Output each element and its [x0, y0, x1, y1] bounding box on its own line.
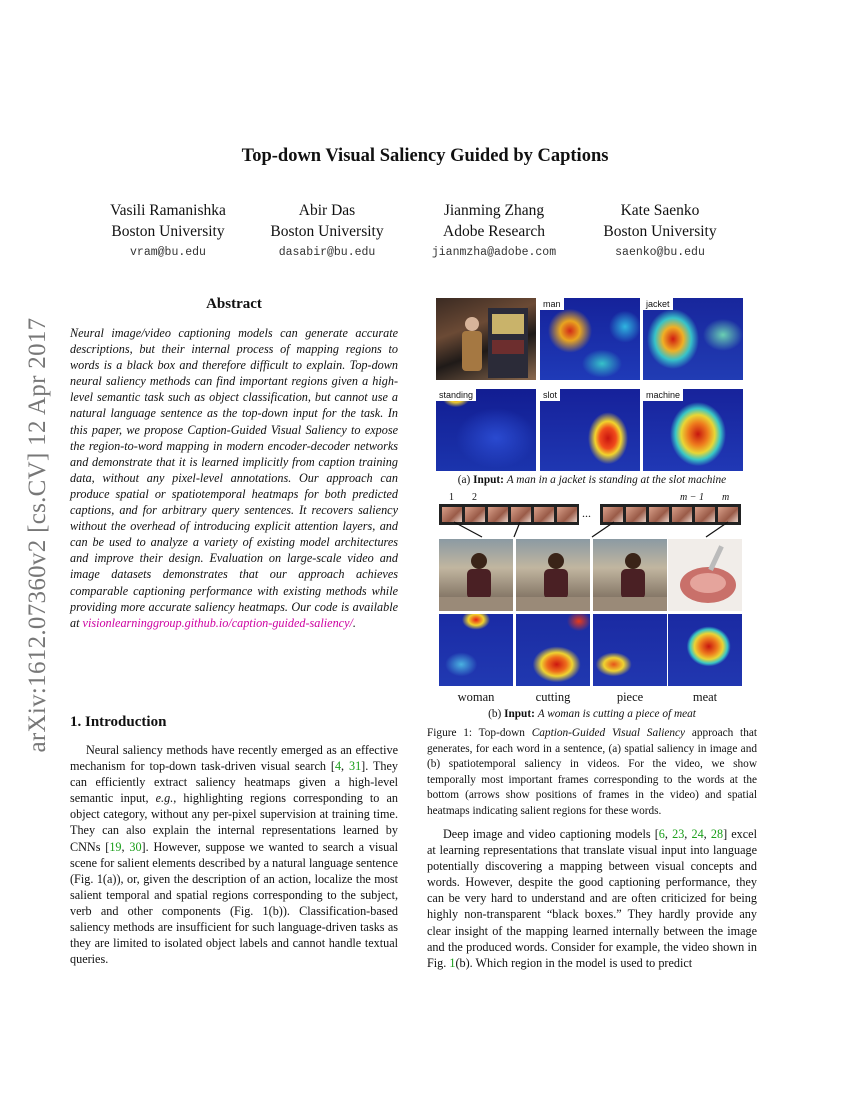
arrow-icon	[706, 522, 728, 537]
text-run: Caption-Guided Visual Saliency	[531, 727, 686, 739]
video-frame-meat	[668, 539, 742, 611]
frame-ellipsis: ...	[582, 506, 591, 520]
author-name: Abir Das	[298, 202, 356, 219]
heatmap-piece	[593, 614, 667, 686]
author-block-3	[399, 200, 589, 264]
heatmap-label: machine	[643, 389, 683, 401]
abstract-heading: Abstract	[206, 296, 262, 312]
arxiv-sidebar	[18, 290, 58, 780]
text-run: (a)	[457, 474, 471, 486]
arrow-icon	[514, 522, 520, 537]
heatmap-label: jacket	[643, 298, 673, 310]
heatmap-jacket	[643, 298, 743, 380]
author-name: Jianming Zhang	[443, 202, 545, 219]
code-link[interactable]: visionlearninggroup.github.io/caption-guided-saliency/	[82, 615, 353, 630]
text-run: ,	[703, 827, 711, 841]
citation-link[interactable]: 30	[129, 839, 142, 854]
figure-caption	[427, 726, 757, 819]
video-frame-cutting	[516, 539, 590, 611]
citation-link[interactable]: 31	[348, 759, 362, 774]
author-affiliation: Adobe Research	[443, 223, 545, 240]
text-run: Input:	[504, 708, 535, 720]
author-name: Kate Saenko	[620, 202, 700, 219]
citation-link[interactable]: 28	[710, 827, 724, 841]
text-run: ,	[121, 839, 130, 854]
heatmap-slot	[540, 389, 640, 471]
text-run: A woman is cutting a piece of meat	[537, 708, 696, 720]
heatmap-label: slot	[540, 389, 560, 401]
section-heading: 1. Introduction	[70, 714, 167, 730]
text-run: (b). Which region in the model is used to predict	[455, 955, 693, 970]
text-run: e.g.	[155, 791, 174, 806]
abstract-text: Neural image/video captioning models can generate accurate descriptions, but their internal process of mapping regions to words is a black box and therefore difficult to explain. Top-down neural saliency methods can find important regions given a high-level semantic task such as object classification, but cannot use a natural language sentence as the top-down input for the task. In this paper, we propose Caption-Guided Visual Saliency to expose the region-to-word mapping in modern encoder-decoder networks and demonstrate that it is learned implicitly from caption training data, without any pixel-level annotations. Our approach can produce spatial or spatiotemporal heatmaps for both predicted captions, and for arbitrary query sentences. It recovers saliency without the overhead of introducing explicit attention layers, and can be used to analyze a variety of existing model architectures and improve their design. Evaluation on large-scale video and image datasets demonstrates that our approach achieves comparable captioning performance with existing methods while providing more accurate saliency heatmaps. Our code is available at	[70, 326, 398, 630]
heatmap-man	[540, 298, 640, 380]
citation-link[interactable]: 4	[334, 759, 342, 774]
frame-arrows	[436, 520, 746, 540]
author-name: Vasili Ramanishka	[110, 202, 226, 219]
frame-index-m: m	[722, 492, 730, 503]
word-label: piece	[616, 690, 644, 704]
heatmap-machine	[643, 389, 743, 471]
citation-link[interactable]: 24	[691, 827, 704, 841]
author-email: saenko@bu.edu	[615, 246, 705, 259]
author-affiliation: Boston University	[603, 223, 717, 240]
text-run: , highlighting regions corresponding to an object category, without any per-pixel supervision at training time. They can also explain the internal representations learned by CNNs [	[70, 791, 399, 854]
text-run: approach that generates, for each word in a sentence, (a) spatial saliency in image and (b) spatiotemporal saliency in videos. For the video, we show temporally most important frames corresponding to the words at the bottom (arrows show positions of frames in the video) and spatial heatmaps indicating salient regions for these words.	[427, 727, 757, 817]
text-run: A man in a jacket is standing at the slot machine	[506, 474, 727, 486]
author-email: dasabir@bu.edu	[278, 246, 376, 259]
author-affiliation: Boston University	[111, 223, 225, 240]
text-run: (b)	[488, 708, 502, 720]
text-run: Input:	[473, 474, 504, 486]
heatmap-standing	[436, 389, 536, 471]
author-email: jianmzha@adobe.com	[431, 246, 557, 259]
author-email: vram@bu.edu	[130, 246, 206, 259]
heatmap-label: standing	[436, 389, 476, 401]
paper-title: Top-down Visual Saliency Guided by Captions	[241, 146, 609, 166]
text-run: ,	[341, 759, 349, 774]
citation-link[interactable]: 6	[658, 827, 665, 841]
text-run: ,	[664, 827, 673, 841]
frame-index-m-minus-1: m − 1	[680, 492, 704, 503]
text-run: Deep image and video captioning models [	[443, 827, 659, 841]
video-frame-piece	[593, 539, 667, 611]
word-label: cutting	[535, 690, 571, 704]
arrow-icon	[454, 522, 482, 537]
abstract-end: .	[352, 615, 356, 630]
text-run: ]. However, suppose we wanted to search a visual scene for salient elements described by a natural language sentence (Fig. 1(a)), or, given the description of an action, localize the most salient temporal and spatial regions corresponding to the subject, verb and other components (Fig. 1(b)). Classification-based saliency methods are insufficient for such language-driven tasks as they are limited to isolated object labels and cannot handle textual queries.	[70, 839, 398, 967]
heatmap-meat	[668, 614, 742, 686]
arrow-icon	[592, 522, 614, 537]
citation-link[interactable]: 1	[449, 955, 456, 970]
intro-paragraph-2	[427, 826, 757, 971]
abstract-body	[70, 325, 398, 631]
citation-link[interactable]: 19	[109, 839, 122, 854]
text-run: ,	[684, 827, 692, 841]
text-run: ]. They can efficiently extract saliency heatmaps given a high-level semantic input,	[70, 759, 398, 806]
frame-index-1: 1	[449, 492, 454, 503]
word-label: woman	[457, 690, 495, 704]
man-at-slot-machine-illustration	[436, 298, 536, 380]
text-run: ] excel at learning representations that translate visual input into language potentially discovering a mapping between visual concepts and words. However, despite the good captioning performance, they can be very hard to understand and are often criticized for being highly non-transparent “black boxes.” They hardly provide any clear insight of the mapping learned internally between the image and the produced words. Consider for example, the video shown in Fig.	[427, 827, 757, 970]
text-run: Top-down	[478, 727, 525, 739]
heatmap-label: man	[540, 298, 564, 310]
text-run: Neural saliency methods have recently emerged as an effective mechanism for top-down task-driven visual search [	[70, 743, 398, 774]
citation-link[interactable]: 23	[672, 827, 685, 841]
author-affiliation: Boston University	[270, 223, 384, 240]
arxiv-id: arXiv:1612.07360v2 [cs.CV] 12 Apr 2017	[24, 317, 51, 753]
author-block-2	[232, 200, 422, 264]
author-block-4	[565, 200, 755, 264]
word-label: meat	[692, 690, 718, 704]
frame-index-2: 2	[472, 492, 477, 503]
heatmap-cutting	[516, 614, 590, 686]
video-frame-woman	[439, 539, 513, 611]
subfigure-a-caption	[427, 474, 757, 486]
figure-image-original	[436, 298, 536, 380]
heatmap-woman	[439, 614, 513, 686]
caption-label: Figure 1:	[427, 727, 473, 739]
subfigure-b-caption	[427, 708, 757, 720]
intro-paragraph-1	[70, 742, 398, 967]
